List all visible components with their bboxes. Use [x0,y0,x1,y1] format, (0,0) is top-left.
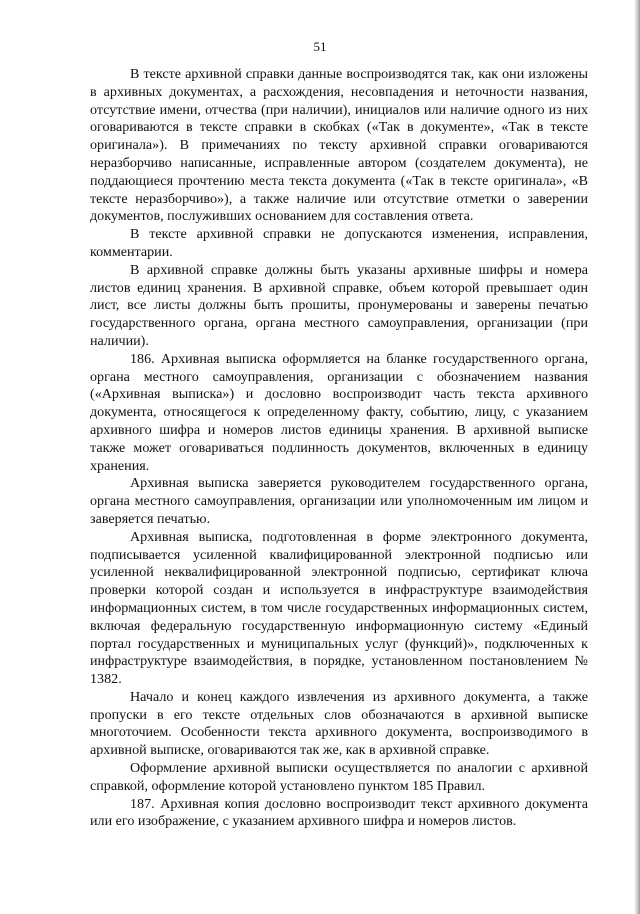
paragraph-extract-certification: Архивная выписка заверяется руководителем государственного органа, органа местного самоуправления, организации или уполномоченным им лицом и заверяется печатью. [90,475,588,527]
paragraph-archive-reference-text: В тексте архивной справки данные воспроизводятся так, как они изложены в архивных документах, а расхождения, несовпадения и неточности названия, отсутствие имени, отчества (при наличии), инициалов или наличие одного из них оговариваются в тексте справки в скобках («Так в документе», «Так в тексте оригинала»). В примечаниях по тексту архивной справки оговариваются неразборчиво написанные, исправленные автором (создателем документа), не поддающиеся прочтению места текста документа («Так в тексте оригинала», «В тексте неразборчиво»), а также наличие или отсутствие отметки о заверении документов, послуживших основанием для составления ответа. [90,66,588,225]
page-number: 51 [313,39,327,54]
paragraph-ellipsis-rules: Начало и конец каждого извлечения из архивного документа, а также пропуски в его тексте отдельных слов обозначаются в архивной выписке многоточием. Особенности текста архивного документа, воспроизводимого в архивной выписке, оговариваются так же, как в архивной справке. [90,688,588,759]
paragraph-no-changes: В тексте архивной справки не допускаются изменения, исправления, комментарии. [90,226,588,260]
paragraph-electronic-extract: Архивная выписка, подготовленная в форме электронного документа, подписывается усиленной квалифицированной электронной подписью или усиленной неквалифицированной электронной подписью, сертификат ключа проверки которой создан и используется в инфраструктуре взаимодействия информационных систем, в том числе государственных информационных систем, включая федеральную государственную информационную систему «Единый портал государственных и муниципальных услуг (функций)», подключенных к инфраструктуре взаимодействия, в порядке, установленном постановлением № 1382. [90,528,588,688]
document-body [90,66,588,831]
paragraph-187-archive-copy: 187. Архивная копия дословно воспроизводит текст архивного документа или его изображение, с указанием архивного шифра и номеров листов. [90,795,588,830]
paragraph-archive-codes: В архивной справке должны быть указаны архивные шифры и номера листов единиц хранения. В архивной справке, объем которой превышает один лист, все листы должны быть прошиты, пронумерованы и заверены печатью государственного органа, органа местного самоуправления, организации (при наличии). [90,261,588,349]
paragraph-extract-formatting: Оформление архивной выписки осуществляется по аналогии с архивной справкой, оформление которой установлено пунктом 185 Правил. [90,760,588,794]
paragraph-186-archive-extract: 186. Архивная выписка оформляется на бланке государственного органа, органа местного самоуправления, организации с обозначением названия («Архивная выписка») и дословно воспроизводит часть текста архивного документа, относящегося к определенному факту, событию, лицу, с указанием архивного шифра и номеров листов единицы хранения. В архивной выписке также может оговариваться подлинность документов, включенных в единицу хранения. [90,350,588,474]
scan-edge-shadow [634,0,640,914]
